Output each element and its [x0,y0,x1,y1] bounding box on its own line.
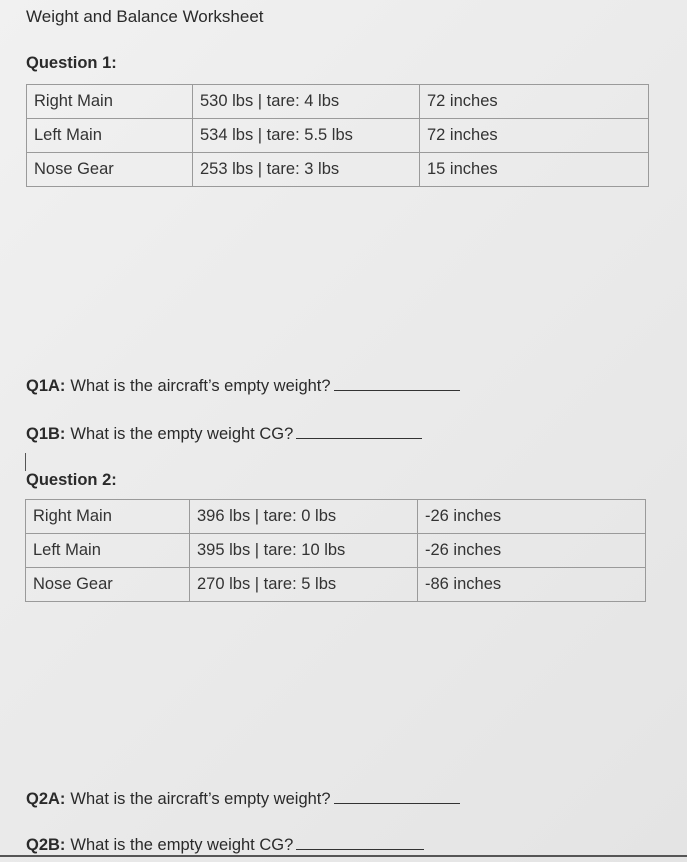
question-2-table [25,499,646,602]
question-2a-answer-blank[interactable] [334,802,460,804]
gear-cell: Right Main [27,85,193,119]
question-2a-label: Q2A: [26,790,66,808]
question-2a-text: What is the aircraft’s empty weight? [70,790,331,808]
question-1a-label: Q1A: [26,377,66,395]
text-cursor [25,453,26,471]
arm-cell: 72 inches [420,85,649,119]
table-row [27,85,649,119]
gear-cell: Right Main [26,500,190,534]
question-1b-answer-blank[interactable] [296,437,422,439]
arm-cell: 72 inches [420,119,649,153]
question-2-heading: Question 2: [26,471,117,489]
question-2b-label: Q2B: [26,836,66,854]
question-1a-text: What is the aircraft’s empty weight? [70,377,331,395]
question-1b-text: What is the empty weight CG? [70,425,294,443]
weight-cell: 395 lbs | tare: 10 lbs [190,534,418,568]
gear-cell: Nose Gear [26,568,190,602]
gear-cell: Left Main [27,119,193,153]
table-row [26,534,646,568]
arm-cell: -26 inches [418,534,646,568]
weight-cell: 396 lbs | tare: 0 lbs [190,500,418,534]
arm-cell: -86 inches [418,568,646,602]
arm-cell: -26 inches [418,500,646,534]
question-1-heading: Question 1: [26,54,117,72]
question-1-table [26,84,649,187]
table-row [26,500,646,534]
question-2b-answer-blank[interactable] [296,848,424,850]
question-2b [26,836,424,855]
table-row [26,568,646,602]
table-row [27,153,649,187]
question-2a [26,790,460,809]
table-row [27,119,649,153]
weight-cell: 530 lbs | tare: 4 lbs [193,85,420,119]
weight-cell: 253 lbs | tare: 3 lbs [193,153,420,187]
page-title: Weight and Balance Worksheet [26,7,264,26]
arm-cell: 15 inches [420,153,649,187]
weight-cell: 534 lbs | tare: 5.5 lbs [193,119,420,153]
question-2b-text: What is the empty weight CG? [70,836,294,854]
gear-cell: Left Main [26,534,190,568]
question-1b [26,425,422,444]
question-1b-label: Q1B: [26,425,66,443]
page-bottom-edge [0,855,687,857]
question-1a-answer-blank[interactable] [334,389,460,391]
weight-cell: 270 lbs | tare: 5 lbs [190,568,418,602]
gear-cell: Nose Gear [27,153,193,187]
question-1a [26,377,460,396]
